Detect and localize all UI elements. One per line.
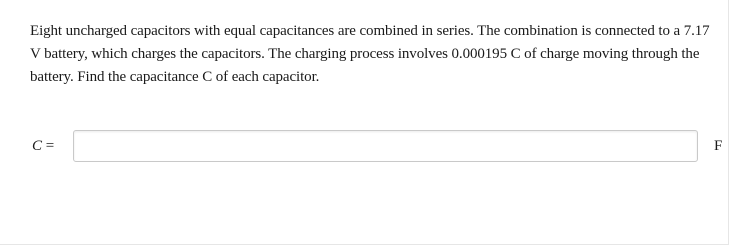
answer-variable: C — [32, 138, 43, 154]
question-text: Eight uncharged capacitors with equal capacitances are combined in series. The combination is connected to a 7.17 V battery, which charges the capacitors. The charging process involves 0.000195 C of charge moving through the battery. Find the capacitance C of each capacitor. — [30, 23, 710, 85]
unit-label: F — [714, 138, 723, 154]
equals-sign: = — [45, 138, 55, 154]
answer-row — [30, 130, 725, 162]
answer-variable-label — [32, 136, 54, 156]
capacitance-answer-input[interactable] — [73, 130, 698, 162]
